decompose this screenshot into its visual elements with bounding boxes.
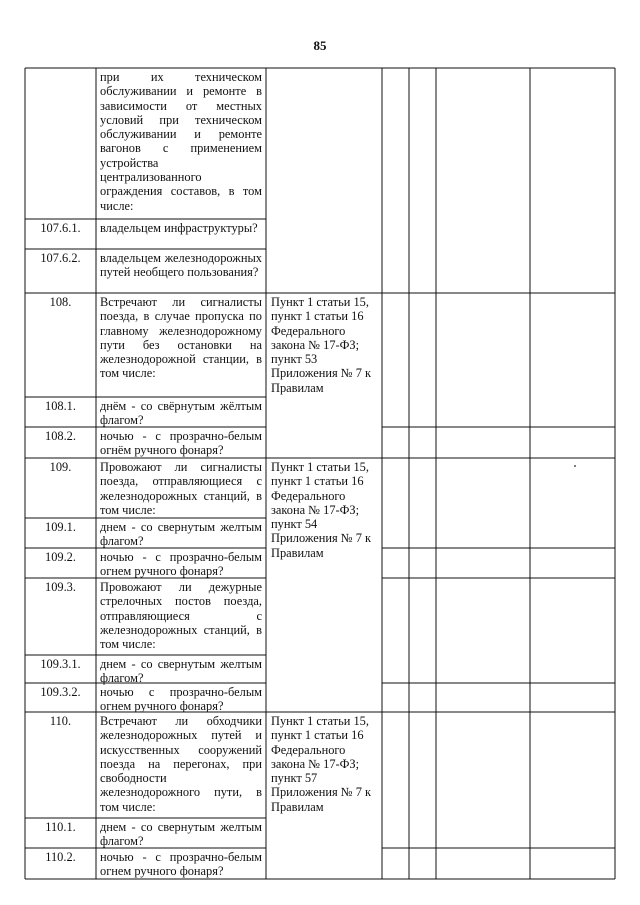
item-number: 108.2. bbox=[45, 429, 76, 443]
item-number: 108. bbox=[49, 295, 72, 309]
scan-speck bbox=[574, 465, 576, 467]
question-cell: Встречают ли сигналисты поезда, в случае пропуска по главному железнодорожному пути без остановки на железнодорожной станции, в том числе: bbox=[100, 295, 262, 381]
question-cell: ночью - с прозрачно-белым огнём ручного фонаря? bbox=[100, 429, 262, 458]
legal-reference: Пункт 1 статьи 15, пункт 1 статьи 16 Федерального закона № 17-ФЗ; пункт 54 Приложения № 7 к Правилам bbox=[271, 460, 372, 560]
legal-reference: Пункт 1 статьи 15, пункт 1 статьи 16 Федерального закона № 17-ФЗ; пункт 57 Приложения № 7 к Правилам bbox=[271, 714, 372, 814]
question-cell: днем - со свернутым желтым флагом? bbox=[100, 520, 262, 549]
question-cell: ночью с прозрачно-белым огнем ручного фонаря? bbox=[100, 685, 262, 714]
item-number: 109.1. bbox=[45, 520, 76, 534]
item-number: 109. bbox=[49, 460, 72, 474]
item-number: 110.2. bbox=[45, 850, 76, 864]
question-cell: Провожают ли сигналисты поезда, отправляющиеся с железнодорожных станций, в том числе: bbox=[100, 460, 262, 517]
item-number: 107.6.2. bbox=[40, 251, 81, 265]
question-cell: днём - со свёрнутым жёлтым флагом? bbox=[100, 399, 262, 428]
item-number: 109.3.2. bbox=[40, 685, 81, 699]
item-number: 108.1. bbox=[45, 399, 76, 413]
question-cell: владельцем инфраструктуры? bbox=[100, 221, 258, 235]
item-number: 107.6.1. bbox=[40, 221, 81, 235]
question-cell: Провожают ли дежурные стрелочных постов поезда, отправляющиеся с железнодорожных станций, в том числе: bbox=[100, 580, 262, 652]
item-number: 110.1. bbox=[45, 820, 76, 834]
question-cell: днем - со свернутым желтым флагом? bbox=[100, 820, 262, 849]
question-cell: при их техническом обслуживании и ремонте в зависимости от местных условий при техническом обслуживании и ремонте вагонов с применением устройства централизованного ограждения составов, в том числе: bbox=[100, 70, 262, 213]
question-cell: Встречают ли обходчики железнодорожных путей и искусственных сооружений поезда на перегонах, при свободности железнодорожного пути, в том числе: bbox=[100, 714, 262, 814]
item-number: 110. bbox=[49, 714, 72, 728]
page-number: 85 bbox=[313, 38, 327, 53]
item-number: 109.3.1. bbox=[40, 657, 81, 671]
item-number: 109.2. bbox=[45, 550, 76, 564]
question-cell: днем - со свернутым желтым флагом? bbox=[100, 657, 262, 686]
question-cell: ночью - с прозрачно-белым огнем ручного фонаря? bbox=[100, 550, 262, 579]
question-cell: владельцем железнодорожных путей необщего пользования? bbox=[100, 251, 262, 280]
item-number: 109.3. bbox=[45, 580, 76, 594]
question-cell: ночью - с прозрачно-белым огнем ручного фонаря? bbox=[100, 850, 262, 879]
legal-reference: Пункт 1 статьи 15, пункт 1 статьи 16 Федерального закона № 17-ФЗ; пункт 53 Приложения № 7 к Правилам bbox=[271, 295, 372, 395]
